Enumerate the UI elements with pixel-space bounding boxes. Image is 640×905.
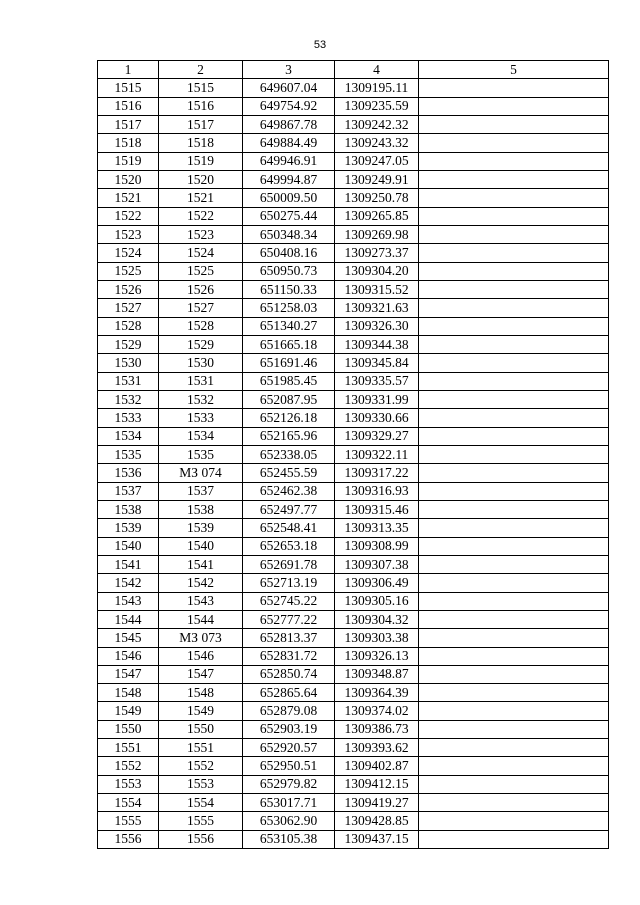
table-cell: 1547 xyxy=(159,665,243,683)
table-cell: 1309308.99 xyxy=(335,537,419,555)
table-cell: 652745.22 xyxy=(243,592,335,610)
table-cell: 1309331.99 xyxy=(335,390,419,408)
table-cell: 1524 xyxy=(159,244,243,262)
table-cell: 652777.22 xyxy=(243,610,335,628)
table-cell xyxy=(419,684,609,702)
table-cell: 1532 xyxy=(98,390,159,408)
table-cell: 1545 xyxy=(98,629,159,647)
table-cell: 1522 xyxy=(159,207,243,225)
table-cell: 1309249.91 xyxy=(335,170,419,188)
table-cell: 652338.05 xyxy=(243,445,335,463)
table-cell: 1309304.32 xyxy=(335,610,419,628)
table-cell: 652920.57 xyxy=(243,739,335,757)
table-cell: 1309242.32 xyxy=(335,115,419,133)
table-cell: 1556 xyxy=(98,830,159,848)
table-cell: 652813.37 xyxy=(243,629,335,647)
table-cell: 1537 xyxy=(159,482,243,500)
table-cell: 1522 xyxy=(98,207,159,225)
table-cell: 1309250.78 xyxy=(335,189,419,207)
table-row xyxy=(98,97,609,115)
table-cell: 1309374.02 xyxy=(335,702,419,720)
table-cell: 1519 xyxy=(98,152,159,170)
table-cell: 651340.27 xyxy=(243,317,335,335)
table-row xyxy=(98,335,609,353)
table-cell: 1529 xyxy=(98,335,159,353)
table-cell xyxy=(419,830,609,848)
table-cell: 1309313.35 xyxy=(335,519,419,537)
table-cell xyxy=(419,482,609,500)
table-cell: 1528 xyxy=(159,317,243,335)
table-cell: 1528 xyxy=(98,317,159,335)
table-cell: 1552 xyxy=(98,757,159,775)
table-cell: 1523 xyxy=(159,225,243,243)
table-row xyxy=(98,464,609,482)
table-cell: 1309247.05 xyxy=(335,152,419,170)
table-row xyxy=(98,757,609,775)
table-cell: 1541 xyxy=(98,555,159,573)
table-cell: 1535 xyxy=(159,445,243,463)
table-cell xyxy=(419,812,609,830)
table-cell: 1309326.30 xyxy=(335,317,419,335)
table-cell xyxy=(419,115,609,133)
table-cell: 1548 xyxy=(98,684,159,702)
table-cell: 1309326.13 xyxy=(335,647,419,665)
table-cell xyxy=(419,647,609,665)
table-row xyxy=(98,244,609,262)
table-cell: 1309195.11 xyxy=(335,79,419,97)
table-cell: 1541 xyxy=(159,555,243,573)
table-cell: 1527 xyxy=(159,299,243,317)
table-row xyxy=(98,592,609,610)
column-header: 5 xyxy=(419,61,609,79)
table-cell xyxy=(419,739,609,757)
table-cell: 1309402.87 xyxy=(335,757,419,775)
table-row xyxy=(98,739,609,757)
table-cell: 652548.41 xyxy=(243,519,335,537)
table-cell: 649884.49 xyxy=(243,134,335,152)
table-cell: 652831.72 xyxy=(243,647,335,665)
table-cell: 1533 xyxy=(159,409,243,427)
table-cell: 1309305.16 xyxy=(335,592,419,610)
table-row xyxy=(98,170,609,188)
table-cell: 653062.90 xyxy=(243,812,335,830)
table-cell: 1515 xyxy=(159,79,243,97)
table-body xyxy=(98,79,609,849)
table-row xyxy=(98,262,609,280)
table-cell: 1309348.87 xyxy=(335,665,419,683)
table-row xyxy=(98,409,609,427)
table-cell: 1554 xyxy=(98,794,159,812)
table-cell: 1309265.85 xyxy=(335,207,419,225)
table-row xyxy=(98,665,609,683)
table-row xyxy=(98,445,609,463)
table-cell: 652979.82 xyxy=(243,775,335,793)
table-row xyxy=(98,610,609,628)
table-cell: 1520 xyxy=(159,170,243,188)
table-cell: 1521 xyxy=(159,189,243,207)
table-cell: 1526 xyxy=(98,280,159,298)
table-cell xyxy=(419,445,609,463)
table-cell: 652879.08 xyxy=(243,702,335,720)
table-cell: 1525 xyxy=(98,262,159,280)
table-cell: 1515 xyxy=(98,79,159,97)
table-cell: 1556 xyxy=(159,830,243,848)
table-row xyxy=(98,482,609,500)
table-row xyxy=(98,555,609,573)
coordinates-table xyxy=(97,60,609,849)
table-cell xyxy=(419,794,609,812)
table-header-row xyxy=(98,61,609,79)
table-cell: 652165.96 xyxy=(243,427,335,445)
table-cell: 1530 xyxy=(98,354,159,372)
table-cell: 1539 xyxy=(98,519,159,537)
table-cell xyxy=(419,574,609,592)
table-cell: 1550 xyxy=(98,720,159,738)
table-cell: 1309243.32 xyxy=(335,134,419,152)
table-cell: 1517 xyxy=(98,115,159,133)
table-cell: 1520 xyxy=(98,170,159,188)
table-row xyxy=(98,702,609,720)
table-cell xyxy=(419,299,609,317)
table-cell xyxy=(419,134,609,152)
table-row xyxy=(98,574,609,592)
table-cell: 1527 xyxy=(98,299,159,317)
table-cell: 652497.77 xyxy=(243,500,335,518)
table-cell xyxy=(419,665,609,683)
table-cell: 1309269.98 xyxy=(335,225,419,243)
table-cell xyxy=(419,702,609,720)
table-cell: 1309393.62 xyxy=(335,739,419,757)
table-cell: 1549 xyxy=(159,702,243,720)
table-cell: 652455.59 xyxy=(243,464,335,482)
table-cell: 1542 xyxy=(159,574,243,592)
table-cell xyxy=(419,280,609,298)
table-cell: 1538 xyxy=(159,500,243,518)
table-cell: 1546 xyxy=(159,647,243,665)
table-cell: 1309329.27 xyxy=(335,427,419,445)
column-header: 4 xyxy=(335,61,419,79)
table-cell: 1534 xyxy=(98,427,159,445)
table-cell: 1309386.73 xyxy=(335,720,419,738)
table-row xyxy=(98,372,609,390)
table-cell: 1549 xyxy=(98,702,159,720)
table-cell: 1538 xyxy=(98,500,159,518)
table-cell: 652850.74 xyxy=(243,665,335,683)
table-cell: 653105.38 xyxy=(243,830,335,848)
table-cell: 652865.64 xyxy=(243,684,335,702)
table-cell: 650950.73 xyxy=(243,262,335,280)
table-row xyxy=(98,537,609,555)
table-cell: 652087.95 xyxy=(243,390,335,408)
table-cell: 1552 xyxy=(159,757,243,775)
table-row xyxy=(98,812,609,830)
table-cell: 649994.87 xyxy=(243,170,335,188)
table-row xyxy=(98,225,609,243)
table-cell xyxy=(419,79,609,97)
table-cell: 1518 xyxy=(159,134,243,152)
table-cell: 1519 xyxy=(159,152,243,170)
table-cell: 1309322.11 xyxy=(335,445,419,463)
table-row xyxy=(98,79,609,97)
table-cell xyxy=(419,189,609,207)
table-cell: 1551 xyxy=(159,739,243,757)
table-cell: 651665.18 xyxy=(243,335,335,353)
table-cell: 1535 xyxy=(98,445,159,463)
table-row xyxy=(98,134,609,152)
table-cell: 1309419.27 xyxy=(335,794,419,812)
table-cell: 1516 xyxy=(98,97,159,115)
table-cell: 652462.38 xyxy=(243,482,335,500)
table-cell xyxy=(419,244,609,262)
table-cell: 1309344.38 xyxy=(335,335,419,353)
table-cell xyxy=(419,610,609,628)
table-row xyxy=(98,317,609,335)
table-row xyxy=(98,775,609,793)
table-cell: 650275.44 xyxy=(243,207,335,225)
table-cell xyxy=(419,225,609,243)
column-header: 1 xyxy=(98,61,159,79)
table-cell: 1526 xyxy=(159,280,243,298)
table-cell: 652691.78 xyxy=(243,555,335,573)
table-cell: 1309307.38 xyxy=(335,555,419,573)
table-cell: 1309304.20 xyxy=(335,262,419,280)
table-cell xyxy=(419,372,609,390)
table-cell: МЗ 073 xyxy=(159,629,243,647)
table-cell: 1543 xyxy=(98,592,159,610)
table-cell: 652653.18 xyxy=(243,537,335,555)
table-cell: 1540 xyxy=(98,537,159,555)
table-cell: 1309330.66 xyxy=(335,409,419,427)
table-cell: 1531 xyxy=(159,372,243,390)
table-cell: 1537 xyxy=(98,482,159,500)
table-cell xyxy=(419,500,609,518)
table-cell xyxy=(419,390,609,408)
table-cell: 1544 xyxy=(159,610,243,628)
table-cell: 651985.45 xyxy=(243,372,335,390)
page-number: 53 xyxy=(313,39,327,51)
table-cell: 1309315.46 xyxy=(335,500,419,518)
table-cell: 1309437.15 xyxy=(335,830,419,848)
table-cell: 1524 xyxy=(98,244,159,262)
table-cell: 1550 xyxy=(159,720,243,738)
table-cell: 651258.03 xyxy=(243,299,335,317)
table-cell: 1523 xyxy=(98,225,159,243)
table-cell: 1521 xyxy=(98,189,159,207)
table-cell: 1546 xyxy=(98,647,159,665)
table-cell: 1309317.22 xyxy=(335,464,419,482)
table-cell: МЗ 074 xyxy=(159,464,243,482)
table-cell xyxy=(419,170,609,188)
column-header: 3 xyxy=(243,61,335,79)
table-cell xyxy=(419,720,609,738)
table-cell: 651150.33 xyxy=(243,280,335,298)
table-cell: 652126.18 xyxy=(243,409,335,427)
table-cell xyxy=(419,335,609,353)
table-row xyxy=(98,390,609,408)
table-cell xyxy=(419,97,609,115)
table-cell: 1531 xyxy=(98,372,159,390)
table-cell: 652950.51 xyxy=(243,757,335,775)
table-cell xyxy=(419,519,609,537)
table-cell: 1540 xyxy=(159,537,243,555)
table-cell: 1309315.52 xyxy=(335,280,419,298)
table-cell: 1547 xyxy=(98,665,159,683)
table-row xyxy=(98,152,609,170)
table-cell: 650348.34 xyxy=(243,225,335,243)
table-cell: 1553 xyxy=(159,775,243,793)
table-cell: 1555 xyxy=(159,812,243,830)
table-cell: 1553 xyxy=(98,775,159,793)
table-cell: 1542 xyxy=(98,574,159,592)
table-row xyxy=(98,115,609,133)
table-cell: 1544 xyxy=(98,610,159,628)
table-cell: 649754.92 xyxy=(243,97,335,115)
table-cell: 649867.78 xyxy=(243,115,335,133)
table-cell: 653017.71 xyxy=(243,794,335,812)
table-cell: 1309364.39 xyxy=(335,684,419,702)
table-cell xyxy=(419,152,609,170)
table-cell: 650009.50 xyxy=(243,189,335,207)
table-cell: 649946.91 xyxy=(243,152,335,170)
table-cell xyxy=(419,775,609,793)
table-cell: 1543 xyxy=(159,592,243,610)
table-row xyxy=(98,519,609,537)
table-row xyxy=(98,720,609,738)
table-cell: 1309412.15 xyxy=(335,775,419,793)
table-cell: 1551 xyxy=(98,739,159,757)
table-row xyxy=(98,280,609,298)
table-cell: 1532 xyxy=(159,390,243,408)
table-cell: 649607.04 xyxy=(243,79,335,97)
table-cell: 650408.16 xyxy=(243,244,335,262)
table-cell: 1554 xyxy=(159,794,243,812)
table-cell: 1517 xyxy=(159,115,243,133)
table-cell: 1518 xyxy=(98,134,159,152)
table-cell xyxy=(419,427,609,445)
table-cell: 1516 xyxy=(159,97,243,115)
table-cell: 1309303.38 xyxy=(335,629,419,647)
table-cell: 1309273.37 xyxy=(335,244,419,262)
table-cell: 1536 xyxy=(98,464,159,482)
column-header: 2 xyxy=(159,61,243,79)
table-row xyxy=(98,830,609,848)
table-cell: 1309235.59 xyxy=(335,97,419,115)
table-cell: 1534 xyxy=(159,427,243,445)
table-cell xyxy=(419,757,609,775)
table-cell: 1309345.84 xyxy=(335,354,419,372)
table-cell: 1548 xyxy=(159,684,243,702)
table-cell xyxy=(419,262,609,280)
table-row xyxy=(98,684,609,702)
table-row xyxy=(98,629,609,647)
table-cell xyxy=(419,537,609,555)
table-cell: 652713.19 xyxy=(243,574,335,592)
table-row xyxy=(98,427,609,445)
table-cell: 1539 xyxy=(159,519,243,537)
table-row xyxy=(98,189,609,207)
table-cell xyxy=(419,354,609,372)
table-cell xyxy=(419,629,609,647)
table-cell: 1309321.63 xyxy=(335,299,419,317)
table-row xyxy=(98,647,609,665)
table-cell: 1309335.57 xyxy=(335,372,419,390)
table-cell: 652903.19 xyxy=(243,720,335,738)
table-cell: 1309428.85 xyxy=(335,812,419,830)
table-row xyxy=(98,794,609,812)
table-cell xyxy=(419,555,609,573)
table-cell xyxy=(419,592,609,610)
table-cell: 1309306.49 xyxy=(335,574,419,592)
table-row xyxy=(98,500,609,518)
table-row xyxy=(98,207,609,225)
table-cell: 1555 xyxy=(98,812,159,830)
table-row xyxy=(98,354,609,372)
table-cell xyxy=(419,464,609,482)
table-cell: 1533 xyxy=(98,409,159,427)
table-cell: 1529 xyxy=(159,335,243,353)
table-row xyxy=(98,299,609,317)
table-cell: 1309316.93 xyxy=(335,482,419,500)
table-cell xyxy=(419,317,609,335)
table-cell xyxy=(419,409,609,427)
table-cell: 651691.46 xyxy=(243,354,335,372)
table-cell: 1530 xyxy=(159,354,243,372)
table-cell: 1525 xyxy=(159,262,243,280)
table-cell xyxy=(419,207,609,225)
